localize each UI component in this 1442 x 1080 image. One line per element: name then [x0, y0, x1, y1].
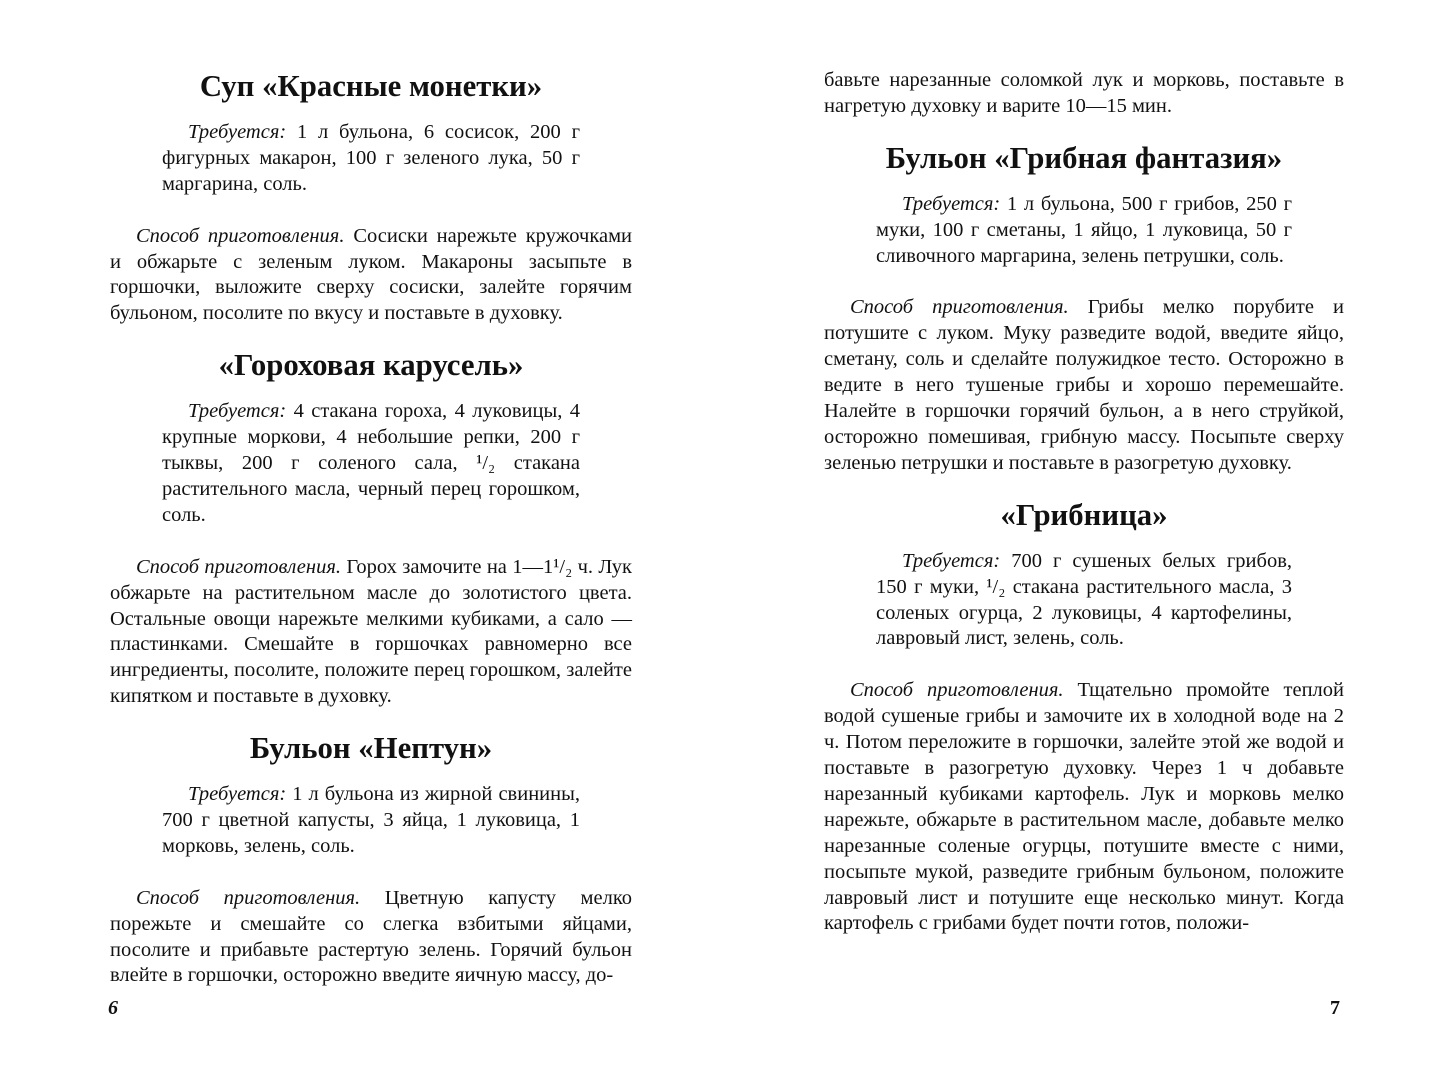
- ingredients-text: 1 л бульона, 500 г грибов, 250 г муки, 100 г сметаны, 1 яйцо, 1 луковица, 50 г сливочного маргарина, зелень петрушки, соль.: [876, 192, 1292, 267]
- method-text: Цветную капусту мелко порежьте и смешайте со слегка взбитыми яйцами, посолите и прибавьте растертую зелень. Горячий бульон влейте в горшочки, осторожно введите яичную массу, до-: [110, 886, 633, 987]
- ingredients-label: Требуется:: [188, 120, 287, 143]
- page-number: 6: [108, 997, 118, 1019]
- recipe-title: Суп «Красные монетки»: [199, 69, 543, 103]
- ingredients-label: Требуется:: [902, 549, 1001, 572]
- right-page-text-column: [824, 68, 1344, 937]
- recipe-method: [110, 555, 632, 710]
- method-text: Грибы мелко порубите и потушите с луком. Муку разведите водой, введите яйцо, сметану, соль и сделайте полужидкое тесто. Осторожно в ведите в него тушеные грибы и хорошо перемешайте. Налейте в горшочки горячий бульон, а в него струйкой, осторожно помешивая, грибную массу. Посыпьте сверху зеленью петрушки и поставьте в разогретую духовку.: [824, 296, 1344, 474]
- recipe-title: «Грибница»: [1000, 497, 1168, 532]
- ingredients-text: 1 л бульона из жирной свинины, 700 г цветной капусты, 3 яйца, 1 луковица, 1 морковь, зелень, соль.: [162, 783, 581, 857]
- ingredients-text: 4 стакана гороха, 4 луковицы, 4 крупные моркови, 4 небольшие репки, 200 г тыквы, 200 г соленого сала, ¹/₂ стакана растительного масла, черный перец горошком, соль.: [162, 400, 581, 526]
- recipe-method: [110, 224, 632, 328]
- recipe-ingredients: [824, 549, 1344, 653]
- recipe-method: [110, 886, 632, 990]
- recipe-ingredients: [824, 192, 1344, 270]
- recipe-title: «Гороховая карусель»: [218, 348, 524, 383]
- ingredients-label: Требуется:: [902, 192, 1001, 215]
- ingredients-label: Требуется:: [188, 783, 287, 806]
- ingredients-text: 1 л бульона, 6 сосисок, 200 г фигурных макарон, 100 г зеленого лука, 50 г маргарина, соль.: [162, 120, 581, 195]
- ingredients-text: 700 г сушеных белых грибов, 150 г муки, ¹/₂ стакана растительного масла, 3 соленых огурца, 2 луковицы, 4 картофелины, лавровый лист, зелень, соль.: [876, 549, 1292, 650]
- recipe-method: [824, 678, 1344, 937]
- page-number: 7: [1330, 997, 1340, 1019]
- method-label: Способ приготовления.: [850, 296, 1069, 319]
- method-label: Способ приготовления.: [136, 224, 345, 247]
- continued-text: бавьте нарезанные соломкой лук и морковь, поставьте в нагретую духовку и варите 10—15 мин.: [824, 69, 1344, 117]
- method-label: Способ приготовления.: [136, 886, 361, 909]
- recipe-method: [824, 295, 1344, 476]
- method-text: Сосиски нарежьте кружочками и обжарьте с зеленым луком. Макароны засыпьте в горшочки, выложите сверху сосиски, залейте горячим бульоном, посолите по вкусу и поставьте в духовку.: [110, 224, 633, 325]
- right-page: [721, 0, 1442, 1080]
- method-label: Способ приготовления.: [136, 555, 341, 578]
- method-label: Способ приготовления.: [850, 679, 1064, 702]
- ingredients-label: Требуется:: [188, 400, 287, 423]
- recipe-title: Бульон «Грибная фантазия»: [885, 140, 1283, 175]
- recipe-ingredients: [110, 120, 632, 198]
- recipe-ingredients: [110, 399, 632, 529]
- recipe-ingredients: [110, 782, 632, 860]
- left-page-text-column: [110, 69, 633, 989]
- method-text: Горох замочите на 1—1¹/₂ ч. Лук обжарьте на растительном масле до золотистого цвета. Остальные овощи нарежьте мелкими кубиками, а сало — пластинками. Смешайте в горшочках равномерно все ингредиенты, посолите, положите перец горошком, залейте кипятком и поставьте в духовку.: [110, 555, 632, 708]
- method-text: Тщательно промойте теплой водой сушеные грибы и замочите их в холодной воде на 2 ч. Потом переложите в горшочки, залейте этой же водой и поставьте в разогретую духовку. Через 1 ч добавьте нарезанный кубиками картофель. Лук и морковь мелко нарежьте, обжарьте в растительном масле, добавьте мелко нарезанные соленые огурцы, потушите вместе с ними, посыпьте мукой, разведите грибным бульоном, положите лавровый лист и потушите еще несколько минут. Когда картофель с грибами будет почти готов, положи-: [824, 679, 1345, 935]
- recipe-title: Бульон «Нептун»: [249, 731, 493, 766]
